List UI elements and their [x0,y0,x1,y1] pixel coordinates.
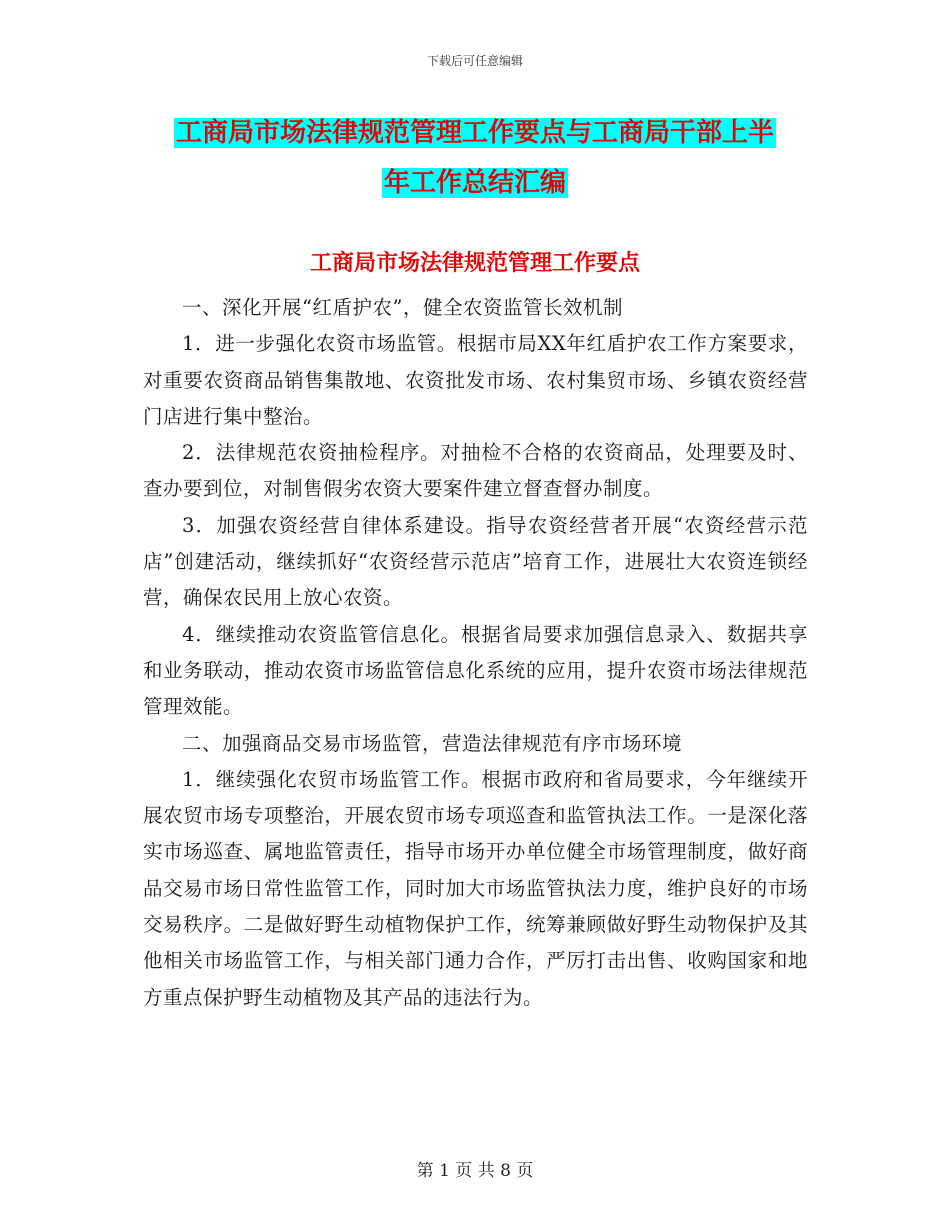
title-line-1: 工商局市场法律规范管理工作要点与工商局干部上半 [175,118,774,148]
title-line-2: 年工作总结汇编 [383,168,566,198]
paragraph: 1．继续强化农贸市场监管工作。根据市政府和省局要求，今年继续开展农贸市场专项整治，开展农贸市场专项巡查和监管执法工作。一是深化落实市场巡查、属地监管责任，指导市场开办单位健全市场管理制度，做好商品交易市场日常性监管工作，同时加大市场监管执法力度，维护良好的市场交易秩序。二是做好野生动植物保护工作，统筹兼顾做好野生动物保护及其他相关市场监管工作，与相关部门通力合作，严厉打击出售、收购国家和地方重点保护野生动植物及其产品的违法行为。 [143,767,808,1009]
paragraph: 2．法律规范农资抽检程序。对抽检不合格的农资商品，处理要及时、查办要到位，对制售假劣农资大要案件建立督查督办制度。 [143,441,808,501]
page-number: 第 1 页 共 8 页 [416,1161,534,1181]
section-title: 工商局市场法律规范管理工作要点 [309,250,640,276]
document-body [143,290,808,1016]
header-note: 下载后可任意编辑 [426,54,523,68]
paragraph: 3．加强农资经营自律体系建设。指导农资经营者开展“农资经营示范店”创建活动，继续抓好“农资经营示范店”培育工作，进展壮大农资连锁经营，确保农民用上放心农资。 [143,513,808,610]
paragraph: 4．继续推动农资监管信息化。根据省局要求加强信息录入、数据共享和业务联动，推动农资市场监管信息化系统的应用，提升农资市场法律规范管理效能。 [143,622,808,719]
paragraph: 一、深化开展“红盾护农”，健全农资监管长效机制 [182,296,623,319]
paragraph: 二、加强商品交易市场监管，营造法律规范有序市场环境 [182,731,683,755]
paragraph: 1．进一步强化农资市场监管。根据市局XX年红盾护农工作方案要求，对重要农资商品销售集散地、农资批发市场、农村集贸市场、乡镇农资经营门店进行集中整治。 [143,332,808,428]
document-title [140,108,810,208]
